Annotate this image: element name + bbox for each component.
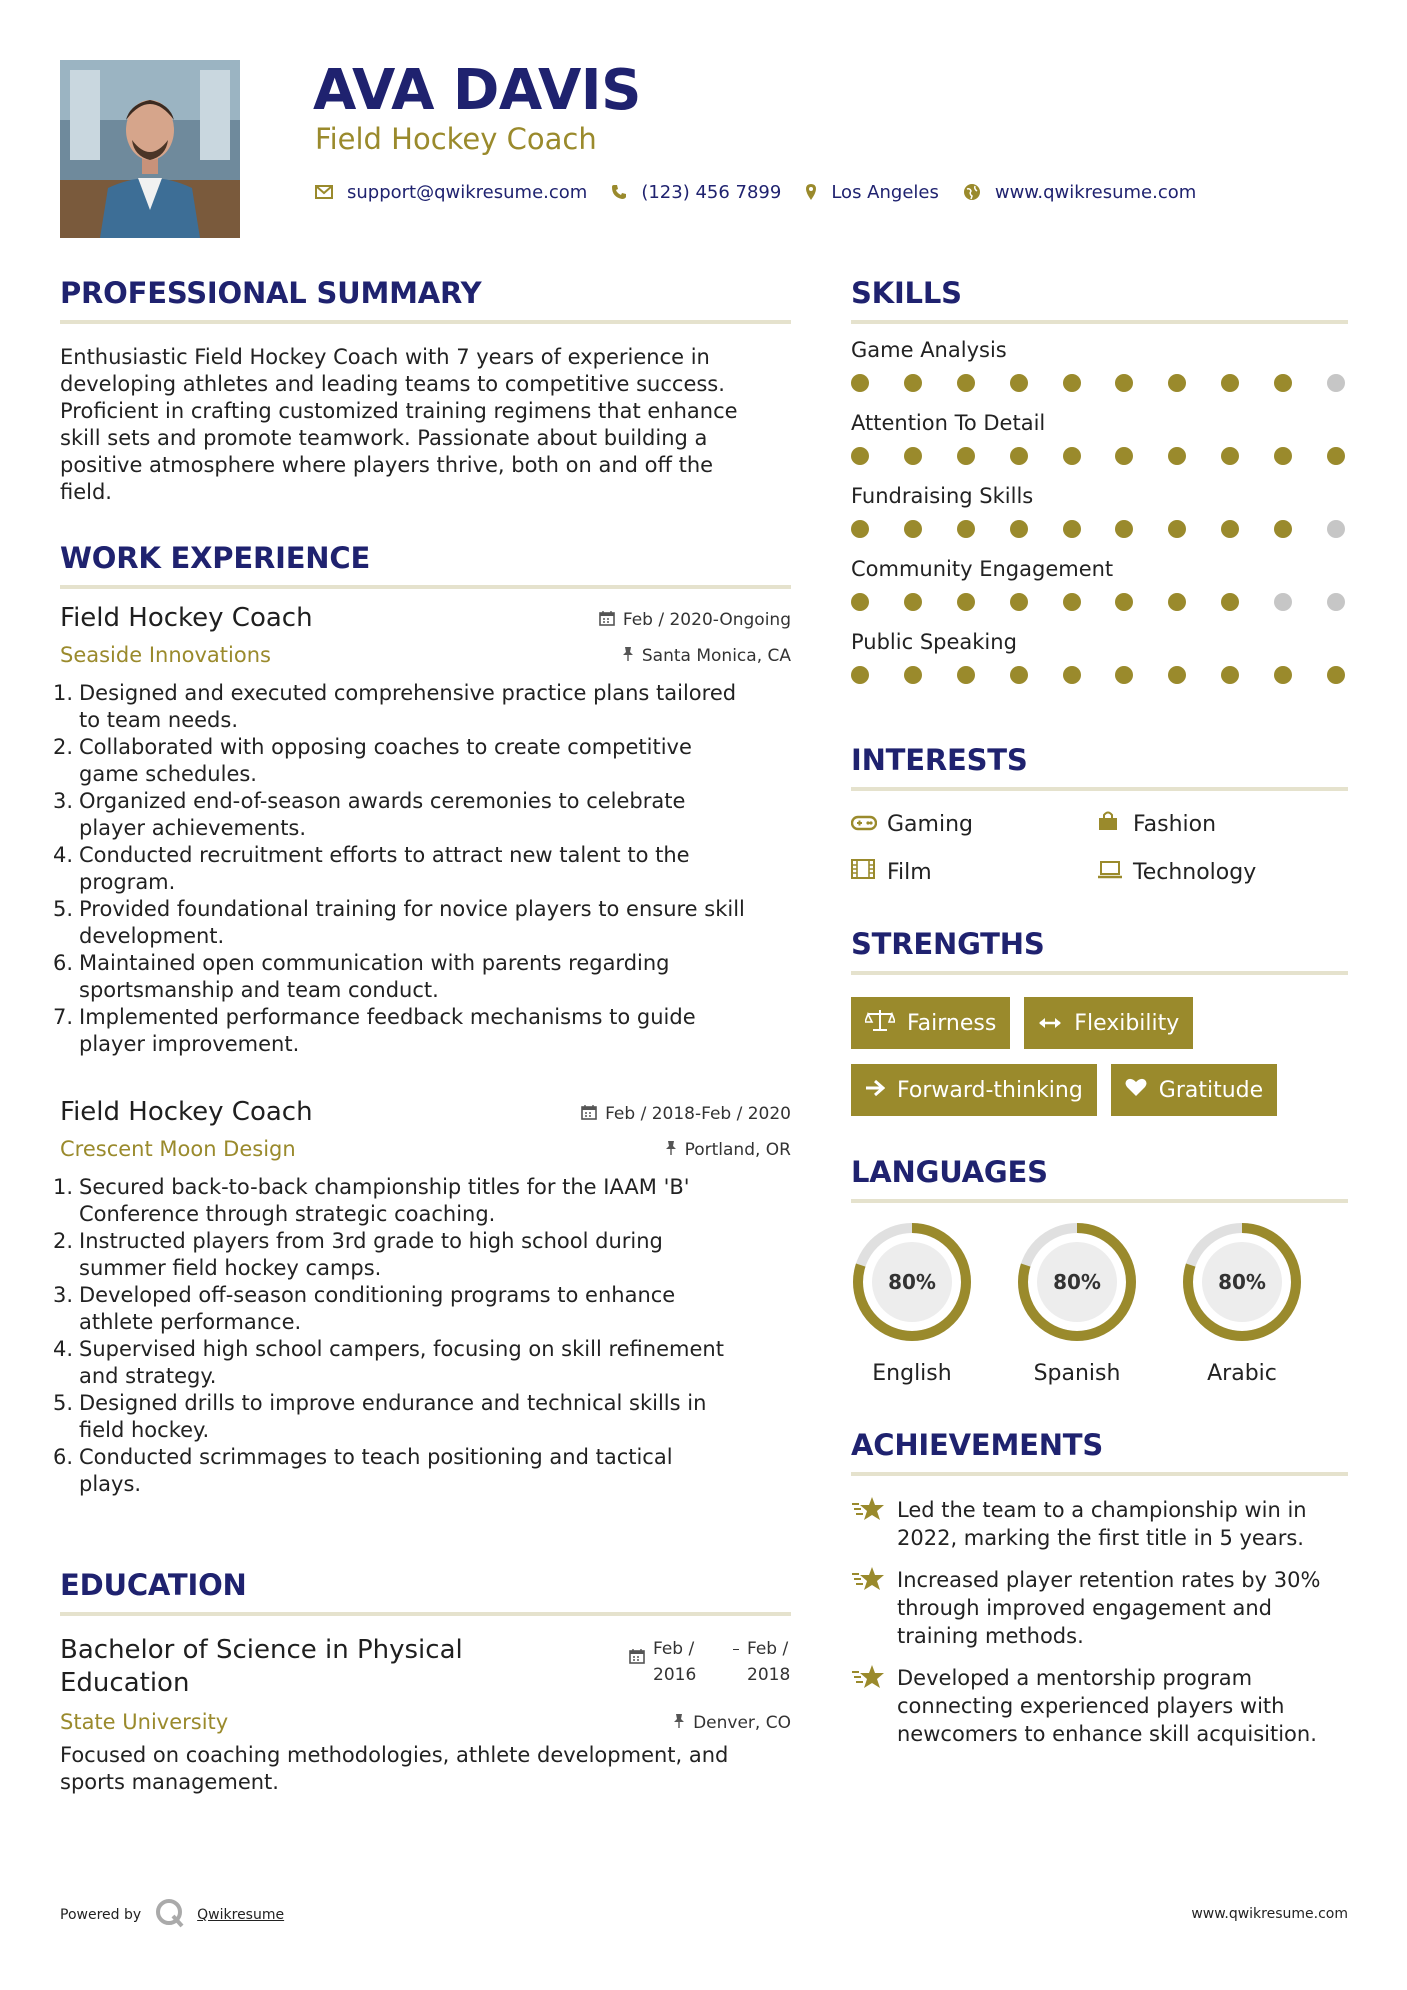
rating-dot-filled <box>904 447 922 465</box>
list-item: 2. Collaborated with opposing coaches to create competitive game schedules. <box>53 735 692 786</box>
rating-dot-filled <box>1115 593 1133 611</box>
job-dates <box>581 1104 791 1124</box>
rating-dot-filled <box>851 666 869 684</box>
skill-item <box>851 338 1348 392</box>
rating-dot-filled <box>1168 593 1186 611</box>
summary-section <box>60 276 791 506</box>
footer-url[interactable]: www.qwikresume.com <box>1191 1906 1348 1922</box>
rating-dot-empty <box>1327 520 1345 538</box>
strengths-tags <box>851 997 1348 1116</box>
film-icon <box>851 859 887 885</box>
achievement-line: Led the team to a championship win in <box>897 1498 1307 1522</box>
summary-line: field. <box>60 480 112 504</box>
rating-dot-filled <box>1063 374 1081 392</box>
shopping-bag-icon <box>1097 811 1133 837</box>
rating-dot-filled <box>1063 593 1081 611</box>
start-date: Feb / 2016 <box>653 1639 697 1685</box>
gamepad-icon <box>851 812 887 837</box>
rating-dot-filled <box>1115 447 1133 465</box>
language-progress-ring <box>851 1221 973 1343</box>
education-description <box>60 1742 791 1796</box>
star-icon <box>851 1566 897 1650</box>
envelope-icon <box>315 185 333 199</box>
balance-scale-icon <box>865 1009 895 1037</box>
rating-dot-filled <box>904 593 922 611</box>
rating-dot-filled <box>1115 666 1133 684</box>
rating-dot-filled <box>957 666 975 684</box>
section-divider <box>60 585 791 589</box>
rating-dot-filled <box>1221 374 1239 392</box>
rating-dot-filled <box>1221 593 1239 611</box>
rating-dot-filled <box>1168 374 1186 392</box>
list-item: 1. Secured back-to-back championship titles for the IAAM 'B' Conference through strategic coaching. <box>53 1175 690 1226</box>
school-location-text: Denver, CO <box>693 1713 791 1733</box>
footer-powered-by <box>60 1898 284 1932</box>
company-name: Crescent Moon Design <box>60 1137 296 1161</box>
qwikresume-link[interactable]: Qwikresume <box>197 1907 285 1923</box>
rating-dot-filled <box>851 520 869 538</box>
list-item: 3. Organized end-of-season awards ceremonies to celebrate player achievements. <box>53 789 686 840</box>
calendar-icon <box>629 1646 645 1672</box>
summary-line: developing athletes and leading teams to competitive success. <box>60 372 725 396</box>
heart-icon <box>1125 1077 1147 1103</box>
date-dash <box>733 1649 739 1650</box>
strength-tag <box>851 1064 1097 1116</box>
interest-item <box>851 859 1097 885</box>
strength-label: Gratitude <box>1158 1077 1264 1103</box>
degree-line: Education <box>60 1668 190 1698</box>
rating-dot-filled <box>1010 520 1028 538</box>
skill-rating <box>851 447 1345 465</box>
job-title: Field Hockey Coach <box>60 603 313 633</box>
education-dates <box>629 1636 791 1700</box>
pushpin-icon <box>673 1713 685 1733</box>
skill-rating <box>851 666 1345 684</box>
language-item <box>851 1221 973 1386</box>
section-divider <box>851 971 1348 975</box>
school-location <box>673 1713 791 1733</box>
education-line: Focused on coaching methodologies, athlete development, and <box>60 1743 729 1767</box>
skills-heading: SKILLS <box>851 276 962 310</box>
section-divider <box>60 320 791 324</box>
arrows-horizontal-icon <box>1038 1011 1062 1036</box>
rating-dot-filled <box>1010 447 1028 465</box>
achievement-line: connecting experienced players with <box>897 1694 1285 1718</box>
degree-line: Bachelor of Science in Physical <box>60 1635 463 1665</box>
list-item: 2. Instructed players from 3rd grade to high school during summer field hockey camps. <box>53 1229 663 1280</box>
list-item: 7. Implemented performance feedback mechanisms to guide player improvement. <box>53 1005 696 1056</box>
language-name: Spanish <box>1033 1361 1121 1386</box>
job-location-text: Santa Monica, CA <box>641 646 791 666</box>
rating-dot-filled <box>1221 447 1239 465</box>
list-item: 4. Conducted recruitment efforts to attract new talent to the program. <box>53 843 690 894</box>
rating-dot-filled <box>957 520 975 538</box>
language-progress-ring <box>1181 1221 1303 1343</box>
calendar-icon <box>599 610 615 630</box>
profile-photo <box>60 60 240 238</box>
achievement-item <box>851 1496 1348 1552</box>
list-item: 1. Designed and executed comprehensive practice plans tailored to team needs. <box>53 681 737 732</box>
education-heading: EDUCATION <box>60 1568 247 1602</box>
skills-list <box>851 338 1348 684</box>
star-icon <box>851 1664 897 1748</box>
skill-item <box>851 630 1348 684</box>
strength-label: Fairness <box>907 1010 997 1036</box>
website-link[interactable]: www.qwikresume.com <box>994 181 1197 203</box>
skill-item <box>851 557 1348 611</box>
list-item: 6. Conducted scrimmages to teach positioning and tactical plays. <box>53 1445 673 1496</box>
section-divider <box>851 1472 1348 1476</box>
interest-label: Fashion <box>1133 811 1217 837</box>
experience-section <box>60 541 791 589</box>
strengths-section <box>851 927 1348 1116</box>
education-section <box>60 1568 791 1796</box>
job-location-text: Portland, OR <box>684 1140 791 1160</box>
rating-dot-filled <box>1221 666 1239 684</box>
location-text: Los Angeles <box>831 181 939 203</box>
rating-dot-filled <box>957 593 975 611</box>
interests-heading: INTERESTS <box>851 743 1028 777</box>
achievement-line: through improved engagement and <box>897 1596 1272 1620</box>
rating-dot-filled <box>1063 447 1081 465</box>
rating-dot-filled <box>1327 447 1345 465</box>
achievements-section <box>851 1428 1348 1748</box>
section-divider <box>851 787 1348 791</box>
rating-dot-filled <box>904 520 922 538</box>
laptop-icon <box>1097 860 1133 885</box>
candidate-name: AVA DAVIS <box>313 58 641 123</box>
job-dates-text: Feb / 2018-Feb / 2020 <box>605 1104 791 1124</box>
skill-label: Fundraising Skills <box>851 484 1034 508</box>
rating-dot-filled <box>851 447 869 465</box>
rating-dot-filled <box>1221 520 1239 538</box>
summary-line: Proficient in crafting customized training regimens that enhance <box>60 399 738 423</box>
strength-tag <box>851 997 1010 1049</box>
skill-rating <box>851 520 1345 538</box>
rating-dot-empty <box>1327 593 1345 611</box>
language-item <box>1181 1221 1303 1386</box>
interest-item <box>851 811 1097 837</box>
language-name: English <box>872 1361 952 1386</box>
contact-bar <box>315 178 1220 206</box>
strength-tag <box>1024 997 1193 1049</box>
achievement-line: Increased player retention rates by 30% <box>897 1568 1321 1592</box>
arrow-right-icon <box>865 1078 885 1103</box>
pushpin-icon <box>665 1140 677 1160</box>
summary-line: skill sets and promote teamwork. Passionate about building a <box>60 426 708 450</box>
language-progress-ring <box>1016 1221 1138 1343</box>
interests-section <box>851 743 1348 885</box>
rating-dot-filled <box>1168 520 1186 538</box>
qwikresume-logo-icon <box>155 1898 185 1932</box>
interest-label: Film <box>887 859 932 885</box>
pushpin-icon <box>622 646 634 666</box>
achievement-item <box>851 1566 1348 1650</box>
language-percent: 80% <box>888 1270 936 1294</box>
candidate-title: Field Hockey Coach <box>315 122 597 156</box>
skill-label: Public Speaking <box>851 630 1017 654</box>
job-location <box>622 646 791 666</box>
education-line: sports management. <box>60 1770 279 1794</box>
rating-dot-filled <box>1010 666 1028 684</box>
job-title: Field Hockey Coach <box>60 1097 313 1127</box>
achievement-item <box>851 1664 1348 1748</box>
job-bullets <box>53 1174 791 1498</box>
section-divider <box>851 320 1348 324</box>
skill-item <box>851 411 1348 465</box>
rating-dot-filled <box>957 374 975 392</box>
company-name: Seaside Innovations <box>60 643 271 667</box>
rating-dot-empty <box>1274 593 1292 611</box>
language-percent: 80% <box>1053 1270 1101 1294</box>
rating-dot-filled <box>904 666 922 684</box>
rating-dot-filled <box>1115 374 1133 392</box>
job-entry <box>53 603 791 1058</box>
school-name: State University <box>60 1710 229 1734</box>
rating-dot-filled <box>1274 666 1292 684</box>
interest-label: Gaming <box>887 811 973 837</box>
experience-heading: WORK EXPERIENCE <box>60 541 371 575</box>
job-location <box>665 1140 791 1160</box>
rating-dot-filled <box>1063 520 1081 538</box>
summary-heading: PROFESSIONAL SUMMARY <box>60 276 482 310</box>
rating-dot-filled <box>957 447 975 465</box>
section-divider <box>851 1199 1348 1203</box>
job-dates-text: Feb / 2020-Ongoing <box>622 610 791 630</box>
rating-dot-filled <box>1274 520 1292 538</box>
rating-dot-filled <box>1168 447 1186 465</box>
language-percent: 80% <box>1218 1270 1266 1294</box>
list-item: 3. Developed off-season conditioning programs to enhance athlete performance. <box>53 1283 676 1334</box>
rating-dot-filled <box>904 374 922 392</box>
degree-title <box>60 1634 463 1700</box>
strength-label: Flexibility <box>1074 1010 1180 1036</box>
rating-dot-filled <box>1063 666 1081 684</box>
calendar-icon <box>581 1104 597 1124</box>
rating-dot-filled <box>851 593 869 611</box>
end-date: Feb / 2018 <box>747 1639 791 1685</box>
skill-rating <box>851 593 1345 611</box>
rating-dot-filled <box>1274 447 1292 465</box>
list-item: 4. Supervised high school campers, focusing on skill refinement and strategy. <box>53 1337 724 1388</box>
list-item: 6. Maintained open communication with parents regarding sportsmanship and team conduct. <box>53 951 670 1002</box>
languages-section <box>851 1155 1348 1386</box>
strength-tag <box>1111 1064 1277 1116</box>
rating-dot-filled <box>1168 666 1186 684</box>
summary-line: Enthusiastic Field Hockey Coach with 7 years of experience in <box>60 345 710 369</box>
phone-icon <box>611 184 627 200</box>
skill-label: Game Analysis <box>851 338 1007 362</box>
star-icon <box>851 1496 897 1552</box>
map-pin-icon <box>805 183 817 201</box>
achievement-line: Developed a mentorship program <box>897 1666 1253 1690</box>
achievement-line: 2022, marking the first title in 5 years. <box>897 1526 1304 1550</box>
rating-dot-filled <box>1115 520 1133 538</box>
skill-label: Attention To Detail <box>851 411 1046 435</box>
phone-number[interactable]: (123) 456 7899 <box>641 181 782 203</box>
summary-line: positive atmosphere where players thrive, both on and off the <box>60 453 714 477</box>
job-entry <box>53 1097 791 1498</box>
interest-item <box>1097 811 1347 837</box>
skill-label: Community Engagement <box>851 557 1114 581</box>
languages-heading: LANGUAGES <box>851 1155 1048 1189</box>
globe-icon <box>963 183 981 201</box>
achievement-line: training methods. <box>897 1624 1084 1648</box>
skills-section <box>851 276 1348 684</box>
list-item: 5. Provided foundational training for novice players to ensure skill development. <box>53 897 745 948</box>
summary-text <box>60 344 791 506</box>
email-link[interactable]: support@qwikresume.com <box>347 181 588 203</box>
skill-item <box>851 484 1348 538</box>
rating-dot-filled <box>851 374 869 392</box>
strengths-heading: STRENGTHS <box>851 927 1045 961</box>
achievements-heading: ACHIEVEMENTS <box>851 1428 1104 1462</box>
list-item: 5. Designed drills to improve endurance and technical skills in field hockey. <box>53 1391 707 1442</box>
rating-dot-empty <box>1327 374 1345 392</box>
skill-rating <box>851 374 1345 392</box>
rating-dot-filled <box>1010 593 1028 611</box>
interest-label: Technology <box>1133 859 1257 885</box>
interests-grid <box>851 811 1348 885</box>
rating-dot-filled <box>1274 374 1292 392</box>
interest-item <box>1097 859 1347 885</box>
rating-dot-filled <box>1010 374 1028 392</box>
powered-by-text: Powered by <box>60 1907 142 1923</box>
strength-label: Forward-thinking <box>897 1077 1083 1103</box>
languages-list <box>851 1221 1348 1386</box>
job-bullets <box>53 680 791 1058</box>
section-divider <box>60 1612 791 1616</box>
rating-dot-filled <box>1327 666 1345 684</box>
language-item <box>1016 1221 1138 1386</box>
language-name: Arabic <box>1207 1361 1277 1386</box>
job-dates <box>599 610 791 630</box>
achievement-line: newcomers to enhance skill acquisition. <box>897 1722 1317 1746</box>
